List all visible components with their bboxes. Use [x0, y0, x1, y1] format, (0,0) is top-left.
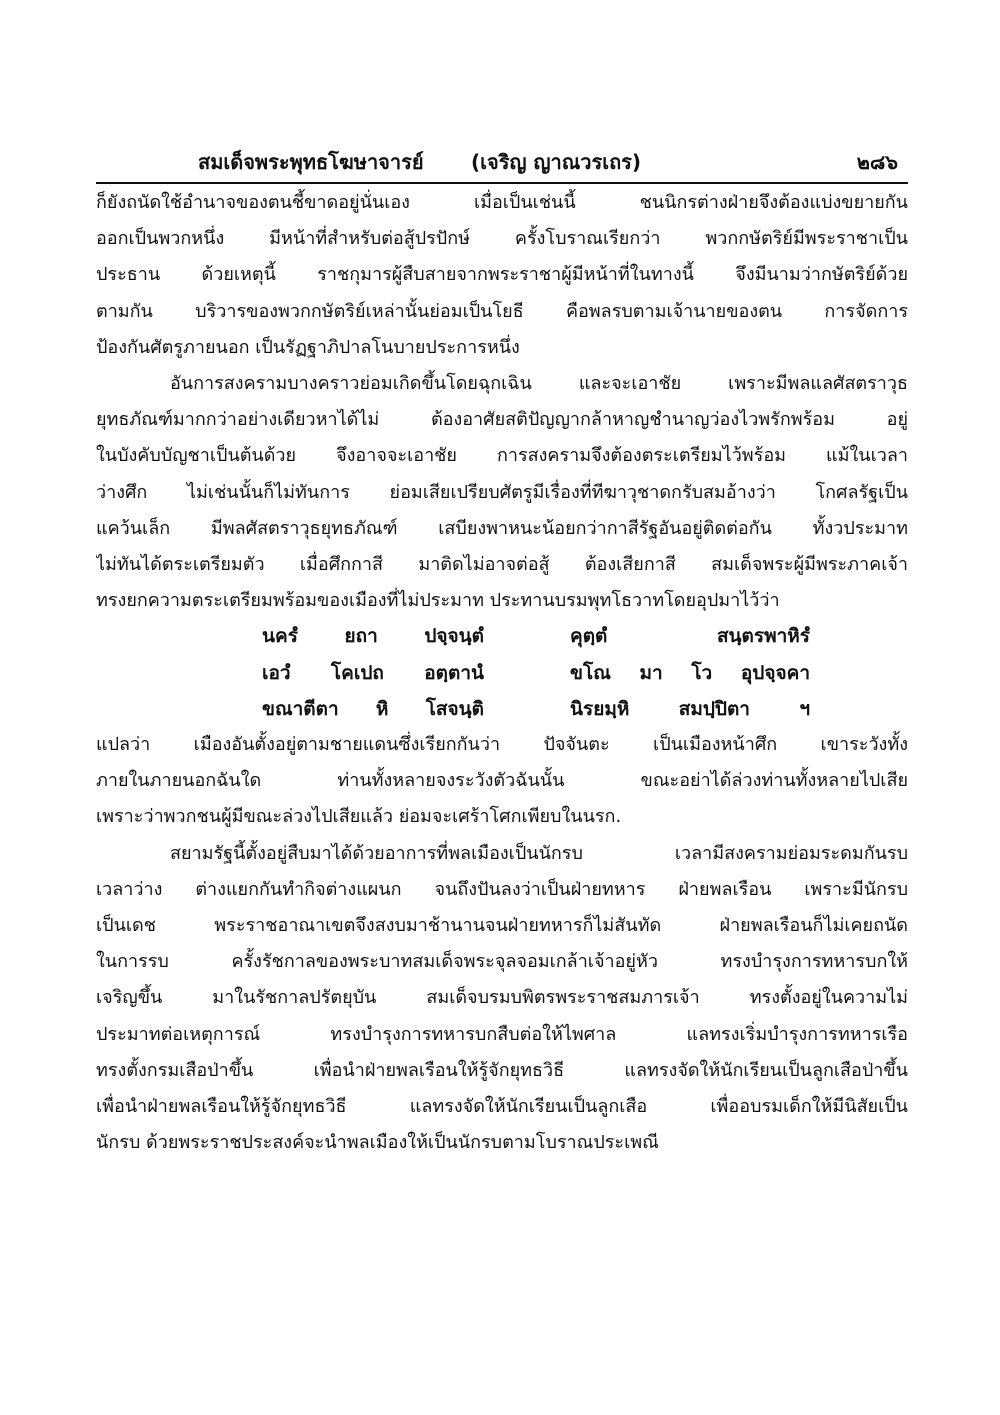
paragraph-line: ออกเป็นพวกหนึ่ง มีหน้าที่สำหรับต่อสู้ปรปักษ์ ครั้งโบราณเรียกว่า พวกกษัตริย์มีพระราชาเป็น — [96, 228, 908, 250]
pali-verse — [0, 618, 1000, 728]
paragraph-line: ยุทธภัณฑ์มากกว่าอย่างเดียวหาได้ไม่ ต้องอาศัยสติปัญญากล้าหาญชำนาญว่องไวพรักพร้อม อยู่ — [96, 409, 908, 431]
paragraph-line: สยามรัฐนี้ตั้งอยู่สืบมาได้ด้วยอาการที่พลเมืองเป็นนักรบ เวลามีสงครามย่อมระดมกันรบ — [170, 842, 908, 864]
paragraph-line: อันการสงครามบางคราวย่อมเกิดขึ้นโดยฉุกเฉิน และจะเอาชัย เพราะมีพลแลศัสตราวุธ — [170, 372, 908, 394]
paragraph-line: ทรงยกความตระเตรียมพร้อมของเมืองที่ไม่ประมาท ประทานบรมพุทโธวาทโดยอุปมาไว้ว่า — [96, 590, 780, 612]
paragraph-line: ว่างศึก ไม่เช่นนั้นก็ไม่ทันการ ย่อมเสียเปรียบศัตรูมีเรื่องที่ทีฆาวุชาดกรับสมอ้างว่า โกศลรัฐเป็น — [96, 481, 908, 503]
paragraph-line: ประธาน ด้วยเหตุนี้ ราชกุมารผู้สืบสายจากพระราชาผู้มีหน้าที่ในทางนี้ จึงมีนามว่ากษัตริย์ด้วย — [96, 264, 908, 286]
paragraph-line: ป้องกันศัตรูภายนอก เป็นรัฏฐาภิปาลโนบายประการหนึ่ง — [96, 336, 520, 358]
paragraph-line: ตามกัน บริวารของพวกกษัตริย์เหล่านั้นย่อมเป็นโยธี คือพลรบตามเจ้านายของตน การจัดการ — [96, 300, 908, 322]
body-text-upper — [96, 185, 908, 619]
verse-row — [0, 618, 1000, 655]
paragraph-line: เวลาว่าง ต่างแยกกันทำกิจต่างแผนก จนถึงปันลงว่าเป็นฝ่ายทหาร ฝ่ายพลเรือน เพราะมีนักรบ — [96, 878, 908, 900]
verse-right: นิรยมฺหิ สมปฺปิตา ฯ — [570, 698, 810, 720]
paragraph-line: แคว้นเล็ก มีพลศัสตราวุธยุทธภัณฑ์ เสบียงพาหนะน้อยกว่ากาสีรัฐอันอยู่ติดต่อกัน ทั้งวประมาท — [96, 517, 908, 539]
paragraph-line: ในการรบ ครั้งรัชกาลของพระบาทสมเด็จพระจุลจอมเกล้าเจ้าอยู่หัว ทรงบำรุงการทหารบกให้ — [96, 951, 908, 973]
paragraph-line: ประมาทต่อเหตุการณ์ ทรงบำรุงการทหารบกสืบต่อให้ไพศาล แลทรงเริ่มบำรุงการทหารเรือ — [96, 1023, 908, 1045]
verse-right: ขโณ มา โว อุปจฺจคา — [570, 661, 810, 684]
paragraph-line: ก็ยังถนัดใช้อำนาจของตนชี้ขาดอยู่นั่นเอง เมื่อเป็นเช่นนี้ ชนนิกรต่างฝ่ายจึงต้องแบ่งขยายกัน — [96, 192, 908, 213]
page-header — [96, 146, 906, 178]
paragraph-line: เจริญขึ้น มาในรัชกาลปรัตยุบัน สมเด็จบรมบพิตรพระราชสมภารเจ้า ทรงตั้งอยู่ในความไม่ — [96, 987, 908, 1009]
header-subtitle: (เจริญ ญาณวรเถร) — [471, 150, 642, 174]
page-number: ๒๘๖ — [856, 150, 898, 174]
paragraph-line: ในบังคับบัญชาเป็นต้นด้วย จึงอาจจะเอาชัย การสงครามจึงต้องตระเตรียมไว้พร้อม แม้ในเวลา — [96, 445, 908, 467]
translation-line: แปลว่า เมืองอันตั้งอยู่ตามชายแดนซึ่งเรียกกันว่า ปัจจันตะ เป็นเมืองหน้าศึก เขาระวังทั้ง — [96, 734, 908, 755]
verse-left: ขณาตีตา หิ โสจนฺติ — [262, 698, 484, 720]
verse-right: คุตฺตํ สนฺตรพาหิรํ — [570, 625, 810, 647]
verse-left: นครํ ยถา ปจฺจนฺตํ — [262, 625, 484, 647]
translation-line: เพราะว่าพวกชนผู้มีขณะล่วงไปเสียแล้ว ย่อมจะเศร้าโศกเพียบในนรก. — [96, 806, 622, 828]
translation-line: ภายในภายนอกฉันใด ท่านทั้งหลายจงระวังตัวฉันนั้น ขณะอย่าได้ล่วงท่านทั้งหลายไปเสีย — [96, 770, 908, 792]
header-title: สมเด็จพระพุทธโฆษาจารย์ — [198, 150, 424, 174]
paragraph-line: ทรงตั้งกรมเสือป่าขึ้น เพื่อนำฝ่ายพลเรือนให้รู้จักยุทธวิธี แลทรงจัดให้นักเรียนเป็นลูกเสือป่าขึ้น — [96, 1059, 908, 1081]
verse-left: เอวํ โคเปถ อตฺตานํ — [262, 661, 484, 684]
header-divider — [96, 182, 908, 184]
paragraph-line: ไม่ทันได้ตระเตรียมตัว เมื่อศึกกาสี มาติดไม่อาจต่อสู้ ต้องเสียกาสี สมเด็จพระผู้มีพระภาคเจ้า — [96, 553, 908, 575]
paragraph-line: นักรบ ด้วยพระราชประสงค์จะนำพลเมืองให้เป็นนักรบตามโบราณประเพณี — [96, 1132, 659, 1154]
verse-row — [0, 691, 1000, 728]
body-text-lower — [96, 727, 908, 1161]
paragraph-line: เพื่อนำฝ่ายพลเรือนให้รู้จักยุทธวิธี แลทรงจัดให้นักเรียนเป็นลูกเสือ เพื่ออบรมเด็กให้มีนิสัยเป็น — [96, 1095, 908, 1117]
verse-row — [0, 655, 1000, 692]
paragraph-line: เป็นเดช พระราชอาณาเขตจึงสงบมาช้านานจนฝ่ายทหารก็ไม่สันทัด ฝ่ายพลเรือนก็ไม่เคยถนัด — [96, 914, 908, 936]
